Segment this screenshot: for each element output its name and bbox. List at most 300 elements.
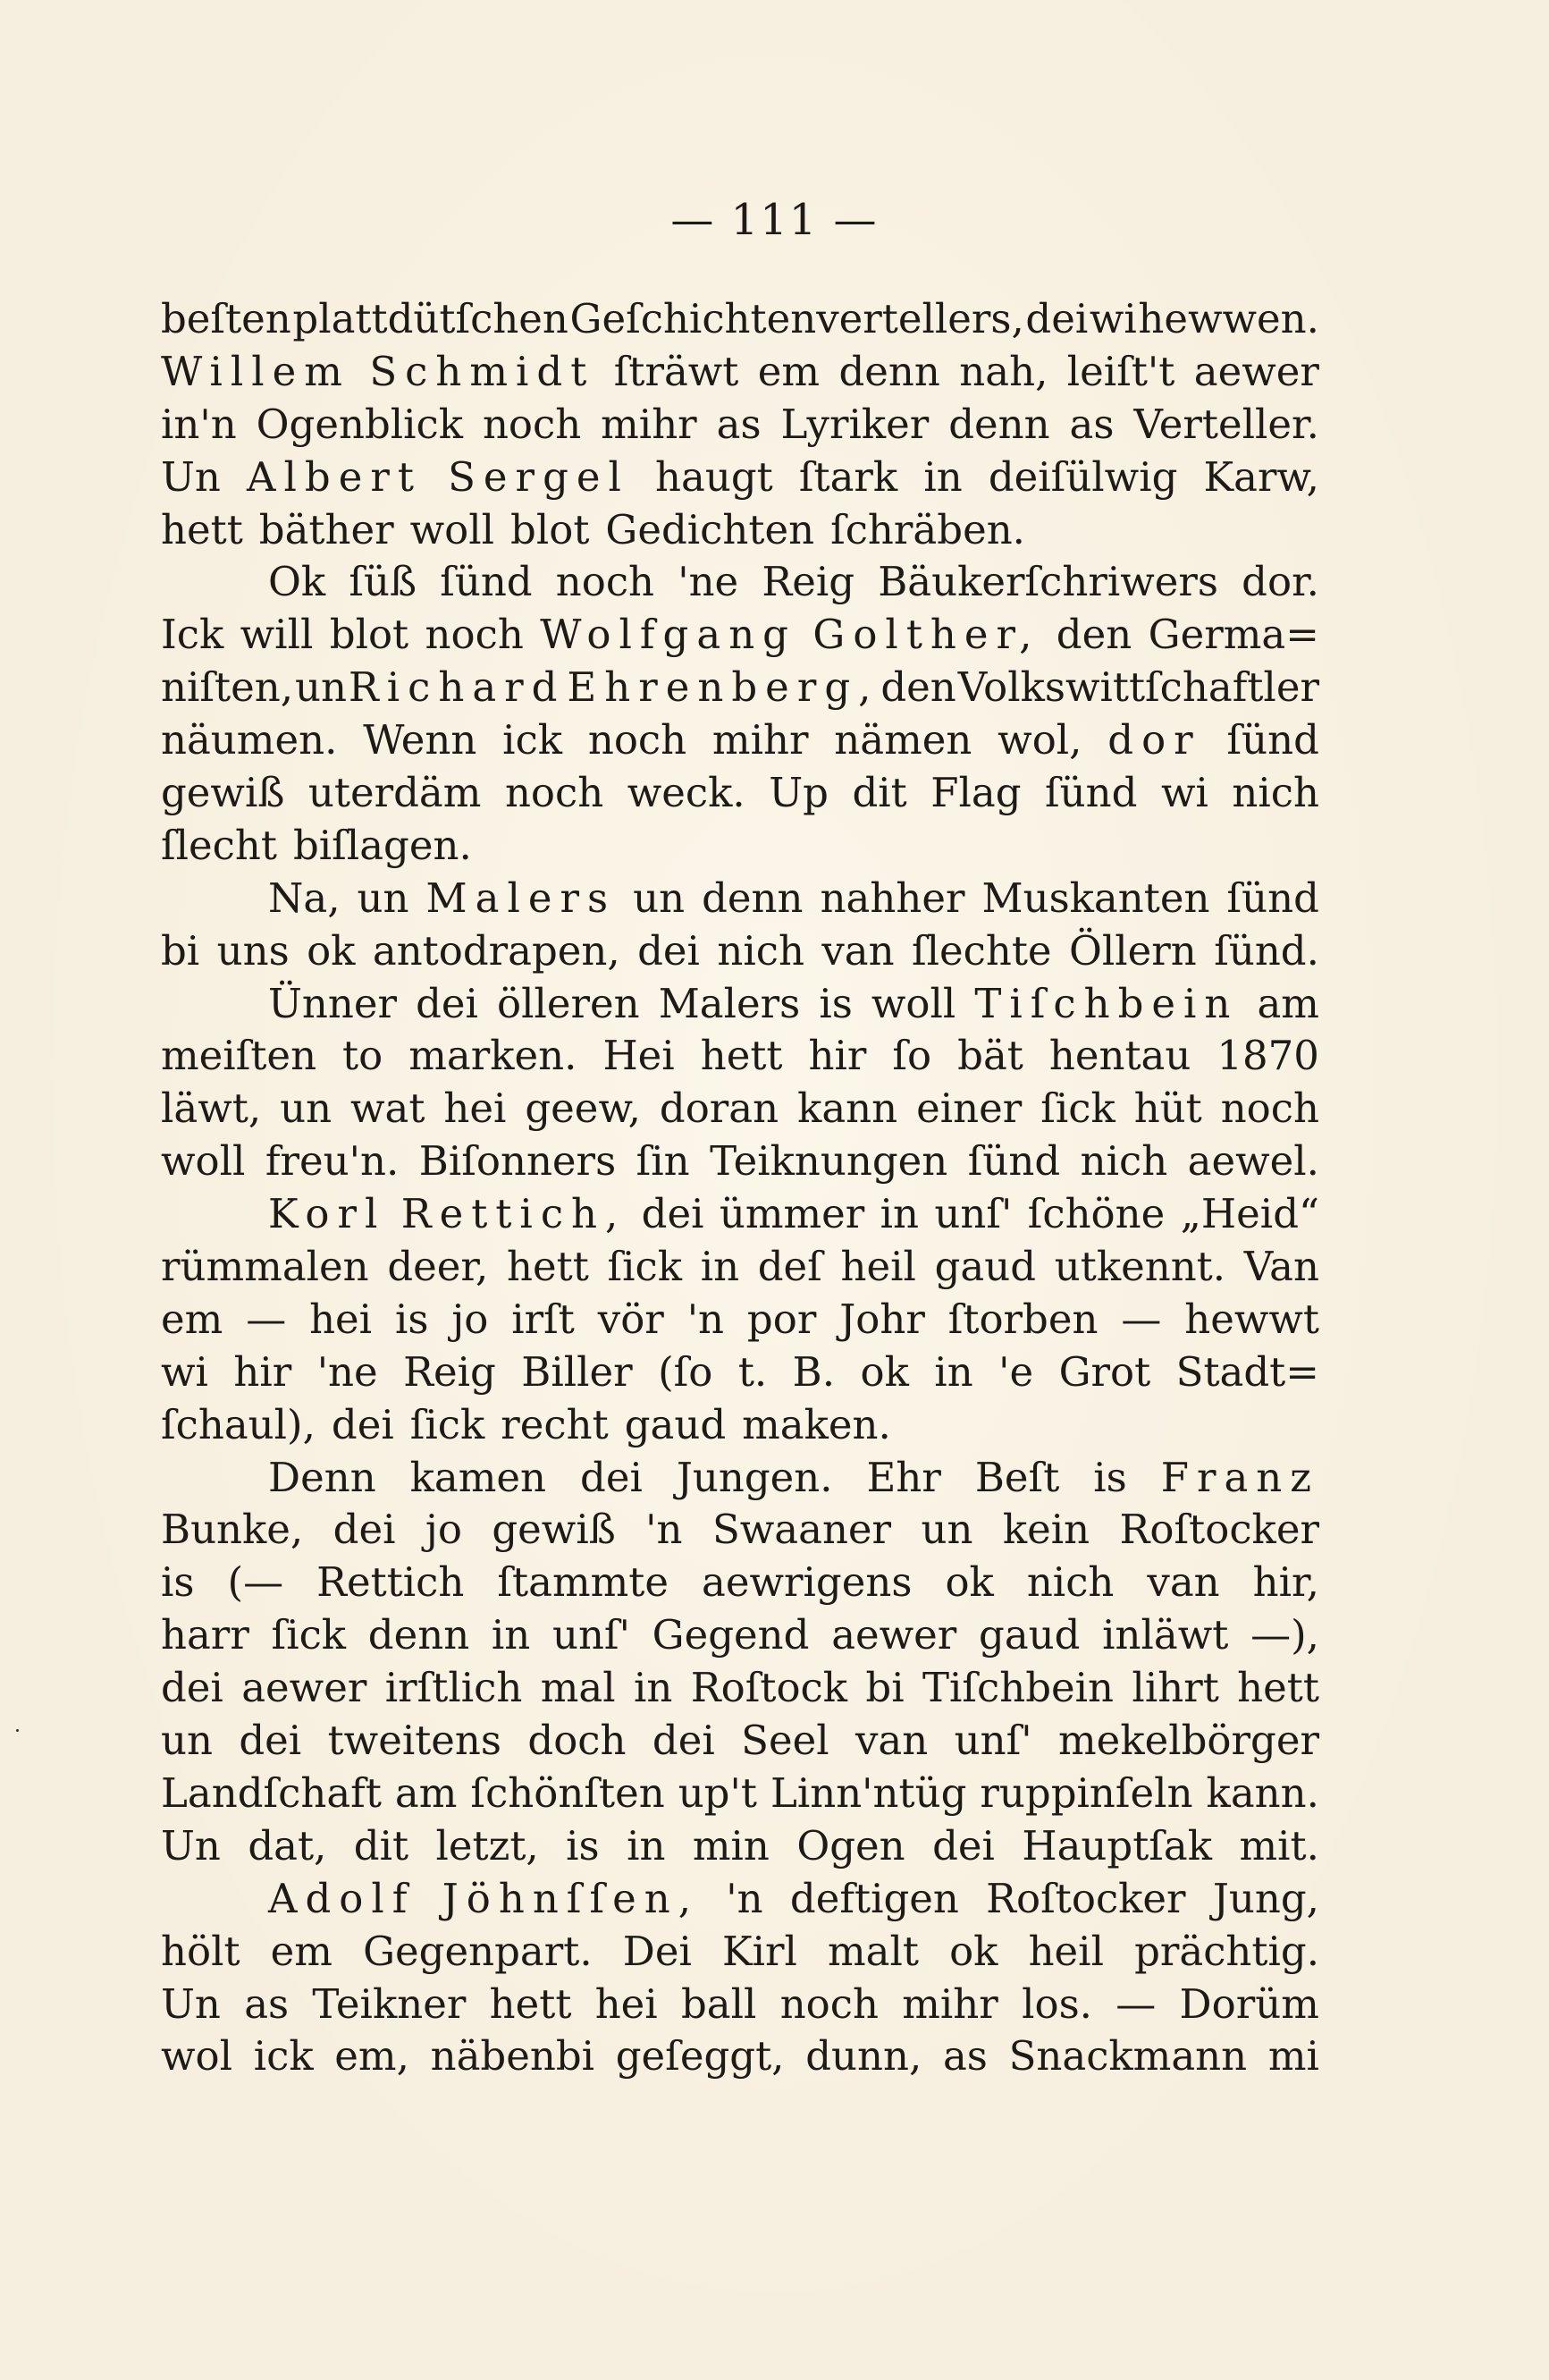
word: ſtark <box>798 452 898 501</box>
word: mihr <box>601 400 697 448</box>
word: Dei <box>622 1927 692 1975</box>
word: ſchöne <box>1027 1190 1166 1238</box>
text-line <box>161 925 1319 978</box>
word: hölt <box>161 1927 240 1975</box>
word: up't <box>678 1768 757 1817</box>
word: Na, <box>268 874 341 922</box>
word: dei <box>239 1717 302 1765</box>
word: Roſtocker <box>1119 1506 1319 1554</box>
word: hir, <box>1252 1558 1319 1607</box>
word: maken. <box>742 1400 891 1448</box>
word: woll <box>161 1137 246 1186</box>
word: lihrt <box>1132 1664 1219 1712</box>
word: 'n <box>686 1295 725 1343</box>
word: am <box>1257 979 1319 1027</box>
word: Ünner <box>268 979 398 1027</box>
word: —), <box>1250 1611 1319 1659</box>
page-number: — 111 — <box>670 195 879 245</box>
word: — <box>1121 1295 1162 1343</box>
word: 1870 <box>1216 1032 1319 1080</box>
word: irſtlich <box>384 1664 523 1712</box>
word: 'e <box>998 1347 1034 1396</box>
word: Öllern <box>1068 926 1197 975</box>
word: un <box>357 874 409 922</box>
text-line <box>161 1873 1319 1926</box>
word: antodrapen, <box>372 926 620 975</box>
word: ſchräben. <box>830 505 1025 553</box>
word: Swaaner <box>711 1506 892 1554</box>
word: noch <box>504 769 604 817</box>
word: (— <box>227 1558 284 1607</box>
word: em <box>161 1295 223 1343</box>
word: deſ <box>757 1243 822 1291</box>
word: min <box>692 1821 770 1869</box>
word: den <box>880 663 956 712</box>
word: näbenbi <box>430 2032 595 2080</box>
word: hüt <box>1133 1085 1202 1133</box>
word: gaud <box>934 1243 1037 1291</box>
word: noch <box>1220 1085 1319 1133</box>
word: Gedichten <box>605 505 815 553</box>
word: Albert <box>247 452 422 501</box>
word: beſten <box>161 295 291 342</box>
word: to <box>342 1032 383 1080</box>
word: dunn, <box>805 2032 922 2080</box>
word: deftigen <box>789 1874 959 1922</box>
word: ick <box>502 716 563 764</box>
text-line <box>161 1030 1319 1083</box>
word: noch <box>779 1979 879 2028</box>
word: in <box>880 1190 920 1238</box>
word: noch <box>555 558 655 606</box>
word: dor. <box>1242 558 1319 606</box>
word: van <box>1147 1558 1220 1607</box>
word: wi <box>1160 769 1208 817</box>
word: as <box>942 2032 988 2080</box>
word: in <box>934 1347 973 1396</box>
word: nahher <box>820 874 965 922</box>
text-line <box>161 662 1319 714</box>
word: unſ' <box>954 1717 1032 1765</box>
word: in <box>923 452 963 501</box>
word: Van <box>1243 1243 1319 1291</box>
word: unſ' <box>934 1190 1013 1238</box>
word: dei <box>161 1664 223 1712</box>
word: is <box>819 979 853 1027</box>
word: hett <box>507 1243 589 1291</box>
word: doch <box>527 1717 627 1765</box>
word: ſünd. <box>1214 926 1319 975</box>
word: meiſten <box>161 1032 317 1080</box>
word: ölleren <box>497 979 640 1027</box>
word: inläwt <box>1102 1611 1229 1659</box>
word: un <box>921 1506 973 1554</box>
word: ſick <box>607 1243 682 1291</box>
word: malt <box>827 1927 919 1975</box>
word: Snackmann <box>1008 2032 1248 2080</box>
word: bi <box>865 1664 905 1712</box>
text-line <box>161 1662 1319 1715</box>
word: Up <box>769 769 829 817</box>
word: Hei <box>602 1032 675 1080</box>
word: Bäukerſchriwers <box>878 558 1219 606</box>
word: aewrigens <box>702 1558 913 1607</box>
word: Bunke, <box>161 1506 304 1554</box>
word: un <box>633 874 686 922</box>
word: ſick <box>409 1400 485 1448</box>
word: noch <box>425 611 524 659</box>
word: rümmalen <box>161 1243 369 1291</box>
word: Landſchaft <box>161 1768 382 1817</box>
word: kamen <box>409 1453 547 1501</box>
word: in <box>491 1611 531 1659</box>
word: läwt, <box>161 1085 262 1133</box>
word: ok <box>945 1558 994 1607</box>
text-line <box>161 609 1319 662</box>
word: ſünd <box>440 558 533 606</box>
word: mekelbörger <box>1058 1717 1319 1765</box>
word: Ick <box>161 611 224 659</box>
word: ſüß <box>349 558 417 606</box>
word: woll <box>409 505 495 553</box>
word: bäther <box>258 505 394 553</box>
word: dei <box>580 1453 643 1501</box>
text-line <box>161 2030 1319 2083</box>
word: leiſt't <box>1066 347 1175 395</box>
word: em <box>270 1927 333 1975</box>
word: Un <box>161 452 221 501</box>
word: Biſonners <box>418 1137 617 1186</box>
word: Korl <box>268 1190 386 1238</box>
word: ſchaul), <box>161 1400 316 1448</box>
word: wol, <box>998 716 1082 764</box>
word: bi <box>161 926 200 975</box>
text-line <box>161 820 1319 873</box>
word: un <box>280 1085 333 1133</box>
word: blot <box>510 505 590 553</box>
word: in <box>634 1664 673 1712</box>
word: mal <box>540 1664 616 1712</box>
word: ſträwt <box>613 347 739 395</box>
word: ſtorben <box>947 1295 1099 1343</box>
word: dei <box>331 1400 394 1448</box>
word: „Heid“ <box>1180 1190 1319 1238</box>
word: hett <box>1237 1664 1319 1712</box>
word: Germa= <box>1148 611 1319 659</box>
word: marken. <box>408 1032 577 1080</box>
text-line <box>161 452 1319 504</box>
word: por <box>746 1295 817 1343</box>
word: Sergel <box>448 452 629 501</box>
word: hett <box>161 505 243 553</box>
text-line <box>161 1452 1319 1505</box>
word: hentau <box>1048 1032 1191 1080</box>
word: ſünd <box>967 1137 1061 1186</box>
word: is <box>161 1558 195 1607</box>
word: noch <box>482 400 582 448</box>
word: Muskanten <box>981 874 1210 922</box>
word: wol <box>161 2032 233 2080</box>
word: Malers <box>658 979 801 1027</box>
word: hewwt <box>1184 1295 1319 1343</box>
word: aewer <box>831 1611 957 1659</box>
word: Gegend <box>652 1611 810 1659</box>
word: Franz <box>1160 1453 1319 1501</box>
text-line <box>161 1715 1319 1768</box>
word: in'n <box>161 400 237 448</box>
word: denn <box>838 347 940 395</box>
word: utkennt. <box>1054 1243 1226 1291</box>
word: tweitens <box>327 1717 502 1765</box>
word: Un <box>161 1979 221 2028</box>
word: prächtig. <box>1134 1927 1319 1975</box>
word: Geſchichtenvertellers, <box>569 295 1024 342</box>
word: mihr <box>711 716 809 764</box>
word: wi <box>161 1347 208 1396</box>
word: hei <box>309 1295 373 1343</box>
word: Roſtock <box>690 1664 848 1712</box>
word: aewer <box>241 1664 367 1712</box>
word: Johr <box>839 1295 925 1343</box>
word: hett <box>700 1032 783 1080</box>
word: ſünd <box>1226 874 1319 922</box>
text-line <box>161 1399 1319 1452</box>
word: — <box>246 1295 287 1343</box>
word: ick <box>253 2032 314 2080</box>
word: haugt <box>655 452 773 501</box>
word: is <box>566 1821 600 1869</box>
word: as <box>1069 400 1115 448</box>
word: dei <box>932 1821 995 1869</box>
word: jo <box>425 1506 462 1554</box>
word: weck. <box>627 769 745 817</box>
word: ſlecht <box>161 821 277 869</box>
word: harr <box>161 1611 249 1659</box>
word: den <box>1056 611 1132 659</box>
word: Adolf <box>268 1874 416 1922</box>
word: hei <box>594 1979 658 2028</box>
word: un <box>294 663 347 712</box>
word: noch <box>587 716 687 764</box>
word: Richard <box>348 663 566 712</box>
word: letzt, <box>435 1821 539 1869</box>
word: dit <box>353 1821 409 1869</box>
word: as <box>716 400 762 448</box>
text-line <box>161 1768 1319 1820</box>
word: van <box>821 926 895 975</box>
word: Lyriker <box>780 400 930 448</box>
word: Ok <box>268 558 326 606</box>
word: ball <box>680 1979 757 2028</box>
word: t. <box>737 1347 768 1396</box>
word: Ogenblick <box>256 400 464 448</box>
word: heil <box>1028 1927 1104 1975</box>
text-line <box>161 1820 1319 1873</box>
word: Rettich, <box>400 1190 627 1238</box>
word: is <box>394 1295 429 1343</box>
text-line <box>161 1926 1319 1979</box>
word: aewel. <box>1187 1137 1319 1186</box>
word: Ogen <box>796 1821 905 1869</box>
word: hewwen. <box>1138 295 1319 342</box>
word: los. <box>1022 1979 1092 2028</box>
word: Wenn <box>363 716 477 764</box>
word: ruppinſeln <box>980 1768 1193 1817</box>
word: irſt <box>511 1295 575 1343</box>
word: Denn <box>268 1453 376 1501</box>
word: Golther, <box>812 611 1040 659</box>
text-line <box>161 1294 1319 1346</box>
word: wat <box>350 1085 425 1133</box>
word: Tiſchbein <box>922 1664 1115 1712</box>
word: gewiß <box>492 1506 616 1554</box>
text-line <box>161 504 1319 557</box>
word: ümmer <box>719 1190 865 1238</box>
word: heil <box>840 1243 916 1291</box>
text-line <box>161 1083 1319 1135</box>
word: Tiſchbein <box>974 979 1239 1027</box>
word: un <box>161 1717 213 1765</box>
word: kann. <box>1206 1768 1319 1817</box>
word: 'ne <box>316 1347 378 1396</box>
word: ok <box>307 926 356 975</box>
word: plattdütſchen <box>292 295 568 342</box>
word: denn <box>948 400 1050 448</box>
word: hir <box>808 1032 867 1080</box>
word: doran <box>659 1085 779 1133</box>
word: woll <box>871 979 956 1027</box>
word: ok <box>949 1927 998 1975</box>
text-line <box>161 556 1319 609</box>
word: Reig <box>403 1347 496 1396</box>
word: Ehrenberg, <box>567 663 880 712</box>
word: Kirl <box>721 1927 797 1975</box>
text-line <box>161 293 1319 346</box>
word: einer <box>916 1085 1023 1133</box>
word: niſten, <box>161 663 294 712</box>
word: ſo <box>892 1032 932 1080</box>
text-line <box>161 399 1319 452</box>
word: em, <box>334 2032 409 2080</box>
text-line <box>161 978 1319 1031</box>
word: wi <box>1089 295 1137 342</box>
word: gaud <box>979 1611 1081 1659</box>
word: Gegenpart. <box>363 1927 593 1975</box>
word: dei <box>641 1190 704 1238</box>
word: Teiknungen <box>710 1137 948 1186</box>
word: Jungen. <box>676 1453 833 1501</box>
word: dor <box>1107 716 1201 764</box>
word: nich <box>1080 1137 1168 1186</box>
word: Malers <box>425 874 617 922</box>
word: Ehr <box>866 1453 941 1501</box>
word: vör <box>597 1295 664 1343</box>
word: mit. <box>1239 1821 1319 1869</box>
word: — <box>1115 1979 1157 2028</box>
word: Verteller. <box>1133 400 1319 448</box>
word: kann <box>797 1085 898 1133</box>
word: is <box>1093 1453 1127 1501</box>
margin-speck <box>16 1729 19 1732</box>
word: ſlechte <box>911 926 1052 975</box>
word: uterdäm <box>307 769 482 817</box>
word: ſin <box>636 1137 690 1186</box>
word: Dorüm <box>1179 1979 1319 2028</box>
word: deiſülwig <box>988 452 1178 501</box>
word: ſünd <box>1226 716 1319 764</box>
word: mi <box>1267 2032 1319 2080</box>
word: dei <box>416 979 478 1027</box>
word: as <box>244 1979 290 2028</box>
text-line <box>161 1609 1319 1662</box>
word: Wolfgang <box>540 611 796 659</box>
word: am <box>394 1768 458 1817</box>
text-line <box>161 1979 1319 2031</box>
word: denn <box>367 1611 470 1659</box>
word: recht <box>501 1400 609 1448</box>
word: Un <box>161 1821 221 1869</box>
word: Flag <box>930 769 1022 817</box>
word: Karw, <box>1203 452 1319 501</box>
word: Stadt= <box>1175 1347 1319 1396</box>
word: will <box>240 611 314 659</box>
word: B. <box>792 1347 836 1396</box>
word: dit <box>852 769 907 817</box>
word: Volkswittſchaftler <box>957 663 1319 712</box>
body-text <box>161 293 1319 2083</box>
word: ſick <box>271 1611 347 1659</box>
word: ok <box>860 1347 909 1396</box>
word: gaud <box>624 1400 727 1448</box>
word: 'ne <box>678 558 739 606</box>
text-line <box>161 767 1319 820</box>
word: (ſo <box>658 1347 713 1396</box>
word: dei <box>333 1506 396 1554</box>
word: ſünd <box>1045 769 1138 817</box>
word: dei <box>652 1717 715 1765</box>
word: hei <box>443 1085 507 1133</box>
text-line <box>161 714 1319 767</box>
word: hir <box>233 1347 292 1396</box>
word: uns <box>216 926 290 975</box>
word: mihr <box>902 1979 998 2028</box>
word: Biller <box>521 1347 633 1396</box>
text-line <box>161 1504 1319 1557</box>
word: denn <box>702 874 804 922</box>
word: van <box>855 1717 929 1765</box>
word: ſick <box>1040 1085 1115 1133</box>
word: blot <box>329 611 409 659</box>
word: nich <box>717 926 804 975</box>
word: Roſtocker <box>986 1874 1186 1922</box>
word: aewer <box>1193 347 1319 395</box>
word: bät <box>957 1032 1023 1080</box>
word: nich <box>1026 1558 1115 1607</box>
word: Jung, <box>1212 1874 1319 1922</box>
text-line <box>161 1188 1319 1241</box>
word: Linn'ntüg <box>770 1768 967 1817</box>
word: Rettich <box>316 1558 465 1607</box>
word: Grot <box>1058 1347 1151 1396</box>
text-line <box>161 346 1319 399</box>
word: Reig <box>762 558 855 606</box>
word: in <box>700 1243 740 1291</box>
text-line <box>161 873 1319 925</box>
word: dei <box>637 926 700 975</box>
text-line <box>161 1557 1319 1609</box>
word: Willem <box>161 347 350 395</box>
word: nich <box>1232 769 1319 817</box>
